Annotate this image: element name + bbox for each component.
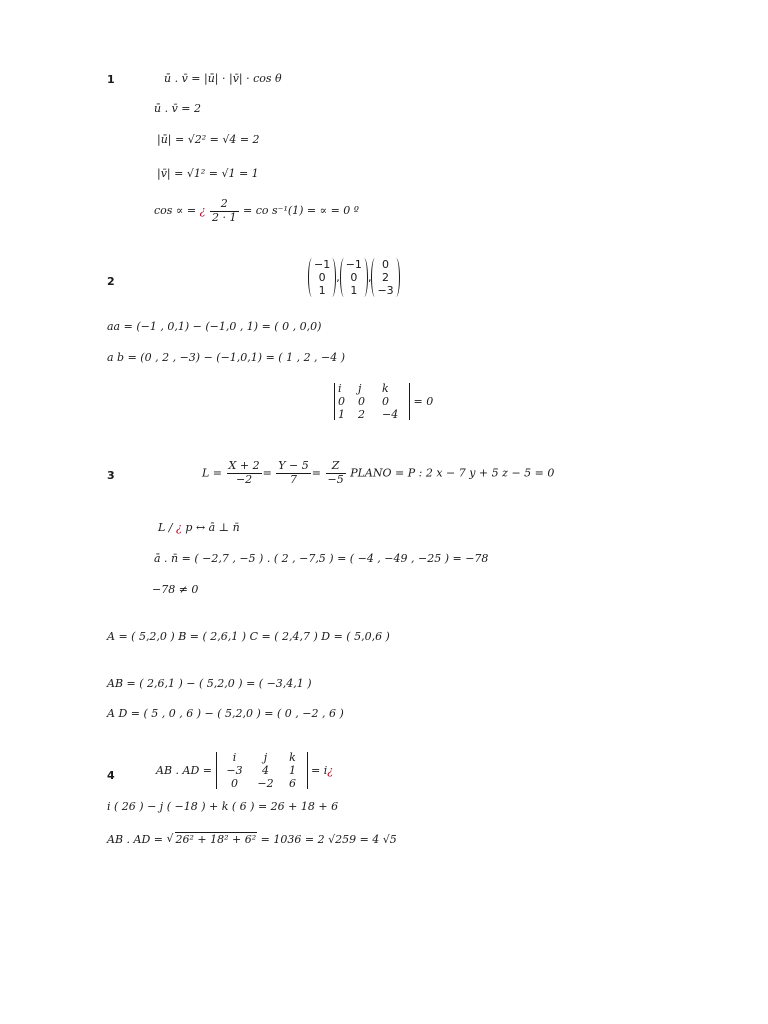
s3-rel-red-mark: ¿ xyxy=(176,521,182,534)
s3-rel-left: L / xyxy=(158,521,173,534)
m2-r2: 0 xyxy=(350,271,358,284)
m3-r1: 0 xyxy=(382,258,390,271)
m2-r1: −1 xyxy=(345,258,362,271)
s1-fraction xyxy=(210,198,239,224)
s1-line-1: ū . v̄ = |ū| · |v̄| · cos θ xyxy=(164,72,282,85)
s4-line-expand: i ( 26 ) − j ( −18 ) + k ( 6 ) = 26 + 18 + 6 xyxy=(107,800,339,813)
s3-line-AB: AB = ( 2,6,1 ) − ( 5,2,0 ) = ( −3,4,1 ) xyxy=(107,677,312,690)
s1-line-4: |v̄| = √1² = √1 = 1 xyxy=(157,167,259,180)
d4-r2c3: 1 xyxy=(289,764,296,777)
s4-norm-rhs: = 1036 = 2 √259 = 4 √5 xyxy=(260,833,397,846)
s2-sep-2: , xyxy=(367,271,372,284)
s4-cross-product xyxy=(156,752,333,789)
d-r3c1: 1 xyxy=(338,408,345,421)
s1-line5-red-mark: ¿ xyxy=(199,203,206,217)
s2-det-box xyxy=(334,383,410,420)
s4-det-box xyxy=(216,752,308,789)
s3-line-relation xyxy=(158,522,240,533)
d-r2c1: 0 xyxy=(338,395,345,408)
s2-det-result: = 0 xyxy=(413,395,434,408)
d4-r3c2: −2 xyxy=(257,777,274,790)
s4-rhs-left: = i xyxy=(311,764,328,777)
s3-line-AD: A D = ( 5 , 0 , 6 ) − ( 5,2,0 ) = ( 0 , −2 , 6 ) xyxy=(107,707,344,720)
d-r2c2: 0 xyxy=(358,395,365,408)
section-number-3: 3 xyxy=(107,469,115,482)
s2-line-aa: aa = (−1 , 0,1) − (−1,0 , 1) = ( 0 , 0,0) xyxy=(107,320,322,333)
s4-rhs-red-mark: ¿ xyxy=(327,764,334,777)
s2-line-ab: a b = (0 , 2 , −3) − (−1,0,1) = ( 1 , 2 , −4 ) xyxy=(107,351,346,364)
d4-r1c1: i xyxy=(232,751,237,764)
s1-line5-left: cos ∝ = xyxy=(154,203,197,217)
s3-plano: PLANO = P : 2 x − 7 y + 5 z − 5 = 0 xyxy=(350,466,555,480)
s4-line-norm xyxy=(107,834,397,845)
s3-rel-right: p ↔ ā ⊥ n̄ xyxy=(185,521,240,534)
s4-norm-radicand: 26² + 18² + 6² xyxy=(175,833,257,846)
s3-line-neq: −78 ≠ 0 xyxy=(152,583,199,596)
d-r1c1: i xyxy=(338,382,342,395)
section-number-2: 2 xyxy=(107,275,115,288)
s2-matrices xyxy=(308,258,400,297)
s1-fraction-num: 2 xyxy=(210,198,239,212)
d4-r1c3: k xyxy=(289,751,296,764)
s4-norm-lhs: AB . AD = xyxy=(107,833,163,846)
section-number-4: 4 xyxy=(107,769,115,782)
s1-fraction-den: 2 · 1 xyxy=(212,210,237,224)
s1-line-2: ū . v̄ = 2 xyxy=(154,102,201,115)
d-r3c2: 2 xyxy=(358,408,365,421)
m3-r2: 2 xyxy=(382,271,390,284)
s3-f3-num: Z xyxy=(326,460,346,474)
s3-L: L = xyxy=(202,466,223,480)
s3-line-dot: ā . n̄ = ( −2,7 , −5 ) . ( 2 , −7,5 ) = ( −4 , −49 , −25 ) = −78 xyxy=(154,552,489,565)
s2-sep-1: , xyxy=(336,271,340,284)
s2-matrix-2 xyxy=(340,258,368,297)
s3-line-points: A = ( 5,2,0 ) B = ( 2,6,1 ) C = ( 2,4,7 ) D = ( 5,0,6 ) xyxy=(107,630,390,643)
s1-line5-right: = co s⁻¹(1) = ∝ = 0 º xyxy=(243,203,359,217)
section-number-1: 1 xyxy=(107,73,115,86)
m1-r1: −1 xyxy=(314,258,331,271)
s2-matrix-1 xyxy=(308,258,336,297)
d4-r3c1: 0 xyxy=(231,777,238,790)
s2-matrix-3 xyxy=(371,258,399,297)
s1-line-5 xyxy=(154,198,359,224)
d4-r3c3: 6 xyxy=(289,777,296,790)
d-r3c3: −4 xyxy=(382,408,399,421)
s3-f1-num: X + 2 xyxy=(228,459,260,472)
m1-r3: 1 xyxy=(318,284,326,297)
d4-r2c1: −3 xyxy=(226,764,243,777)
s3-f3-den: −5 xyxy=(327,472,344,486)
d4-r1c2: j xyxy=(263,751,268,764)
d-r2c3: 0 xyxy=(382,395,389,408)
d-r1c3: k xyxy=(382,382,389,395)
s4-lhs: AB . AD = xyxy=(156,764,212,777)
m2-r3: 1 xyxy=(350,284,358,297)
s1-line-3: |ū| = √2² = √4 = 2 xyxy=(157,133,260,146)
d-r1c2: j xyxy=(358,382,362,395)
s3-line-equation: L = $\frac{X + 2}{-2}$ = $\frac{Y - 5}{7}$ = $\frac{Z}{-5}$ PLANO = P : 2 x − 7 y + 5 z − 5 = 0 xyxy=(202,459,555,486)
d4-r2c2: 4 xyxy=(262,764,269,777)
m3-r3: −3 xyxy=(377,284,394,297)
s3-f1-den: −2 xyxy=(235,472,253,486)
s2-determinant xyxy=(334,383,433,420)
s3-f2-num: Y − 5 xyxy=(278,459,309,472)
m1-r2: 0 xyxy=(318,271,326,284)
s3-f2-den: 7 xyxy=(290,472,298,486)
